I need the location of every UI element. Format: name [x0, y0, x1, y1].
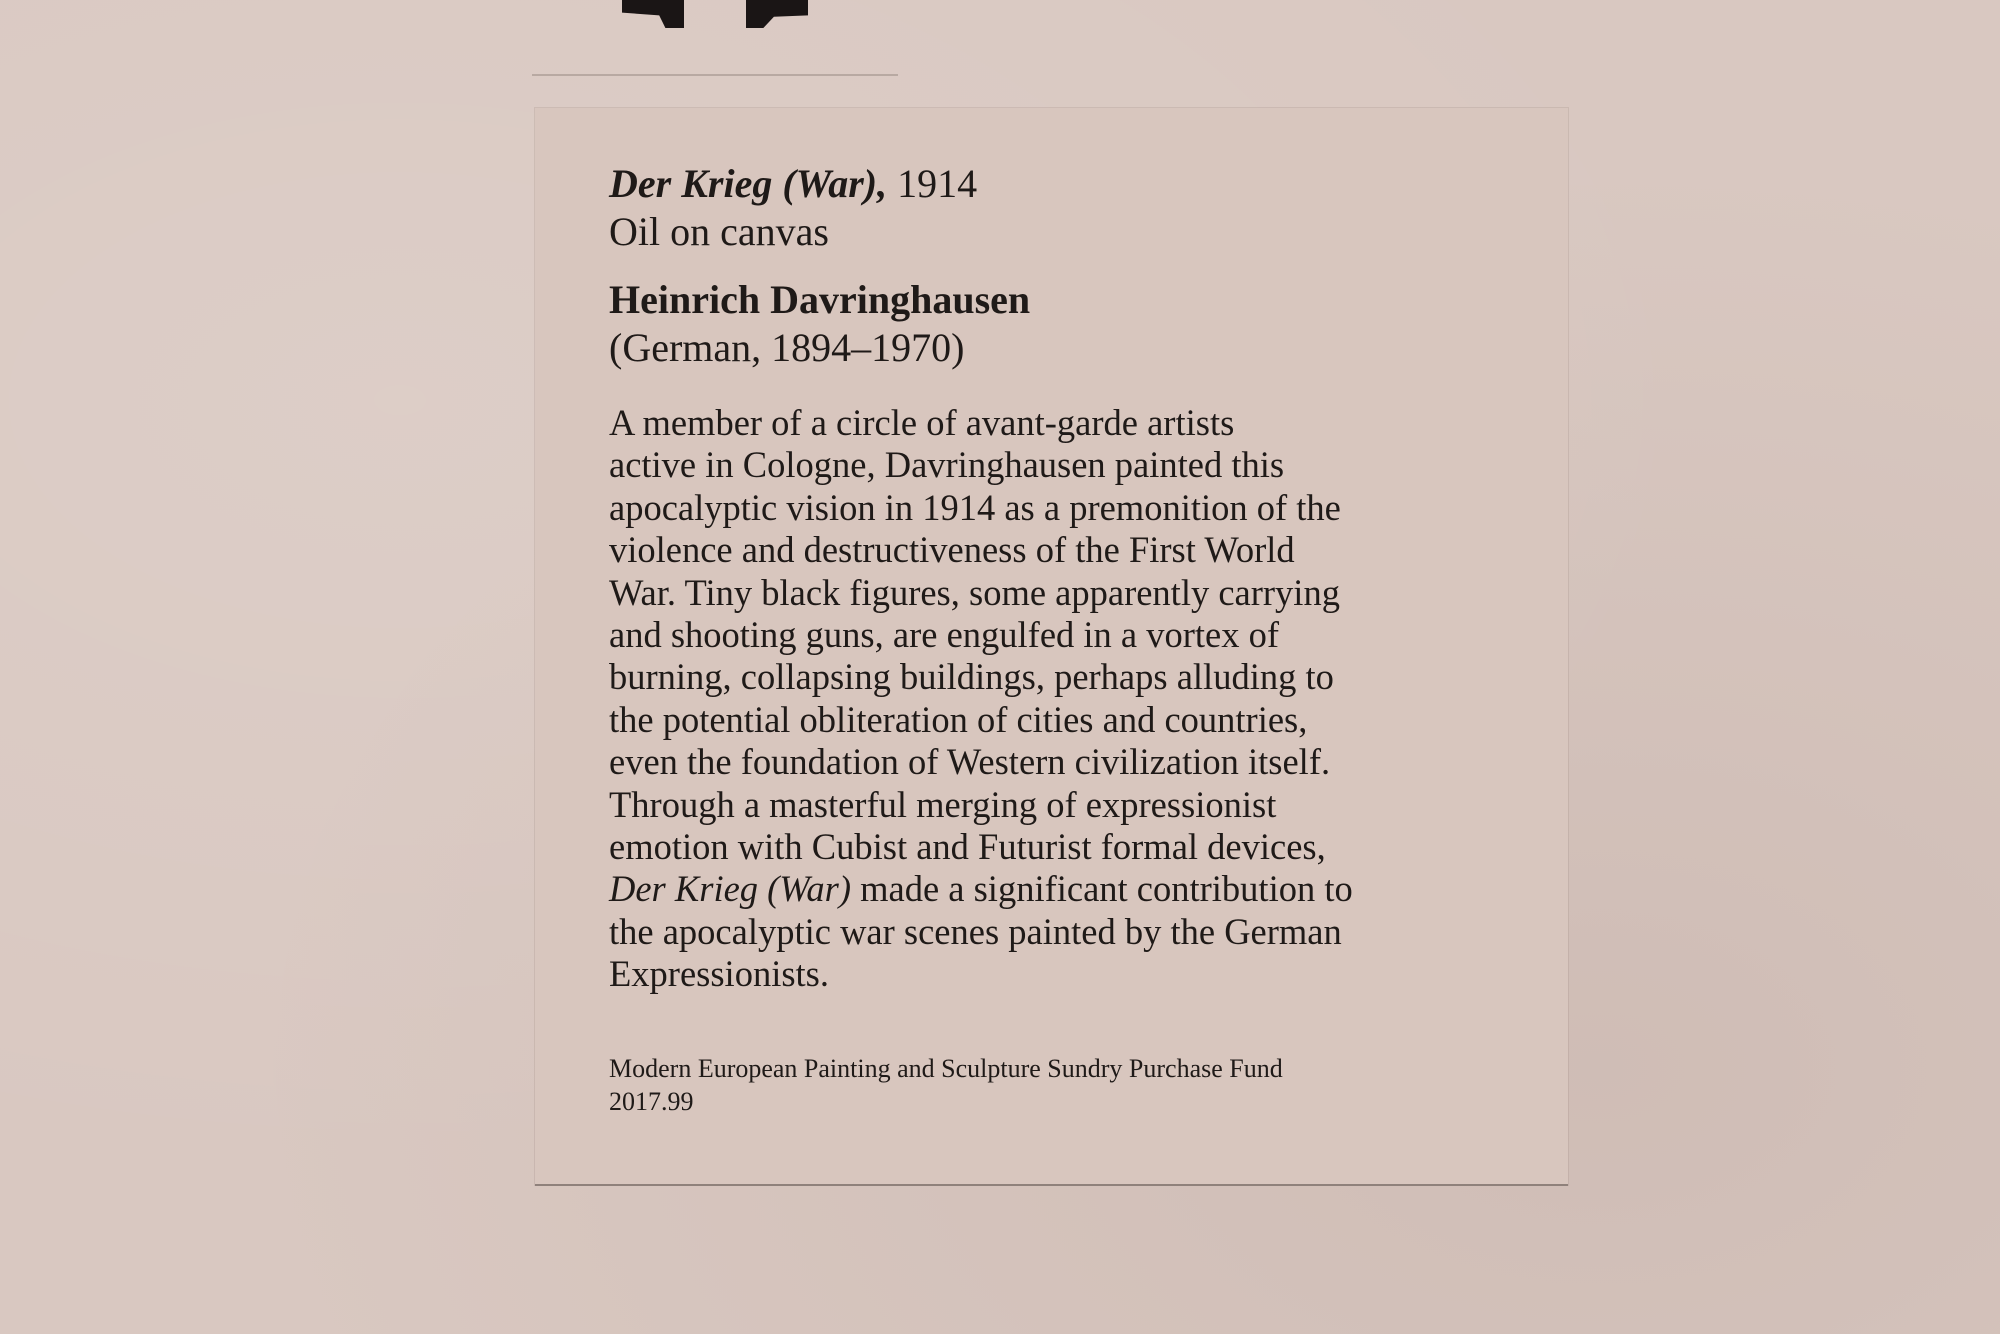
description-line-with-title [609, 868, 1549, 910]
artwork-title: Der Krieg (War), [609, 161, 888, 206]
description-line: Through a masterful merging of expressionist [609, 783, 1277, 825]
artwork-title-line [609, 160, 1549, 208]
description-line: burning, collapsing buildings, perhaps alluding to [609, 656, 1334, 698]
description-line: War. Tiny black figures, some apparently carrying [609, 571, 1340, 613]
accession-number: 2017.99 [609, 1086, 694, 1116]
description-line: violence and destructiveness of the First World [609, 529, 1295, 571]
description-after-title: made a significant contribution to [850, 868, 1353, 910]
description-line: active in Cologne, Davringhausen painted this [609, 444, 1285, 486]
description-line: the apocalyptic war scenes painted by the German [609, 910, 1342, 952]
description-line: emotion with Cubist and Futurist formal devices, [609, 826, 1326, 868]
description-line: and shooting guns, are engulfed in a vortex of [609, 614, 1280, 656]
description-line: A member of a circle of avant-garde artists [609, 402, 1235, 443]
artwork-year: 1914 [887, 161, 978, 206]
artwork-description [609, 402, 1549, 996]
description-line: apocalyptic vision in 1914 as a premonition of the [609, 486, 1341, 528]
credit-line: Modern European Painting and Sculpture Sundry Purchase Fund [609, 1053, 1283, 1083]
previous-label-fragment [532, 0, 898, 76]
artist-name: Heinrich Davringhausen [609, 277, 1031, 322]
artist-nationality: (German, 1894–1970) [609, 325, 965, 370]
description-line: even the foundation of Western civilization itself. [609, 741, 1331, 783]
artwork-medium: Oil on canvas [609, 209, 829, 254]
previous-label-bottom-edge [532, 74, 898, 76]
description-italic-title: Der Krieg (War) [609, 868, 851, 910]
wall-label-content [609, 160, 1549, 1118]
credit-block [609, 1052, 1549, 1118]
description-line: Expressionists. [609, 953, 830, 995]
wall-label-bottom-edge [535, 1184, 1568, 1186]
description-line: the potential obliteration of cities and countries, [609, 698, 1308, 740]
